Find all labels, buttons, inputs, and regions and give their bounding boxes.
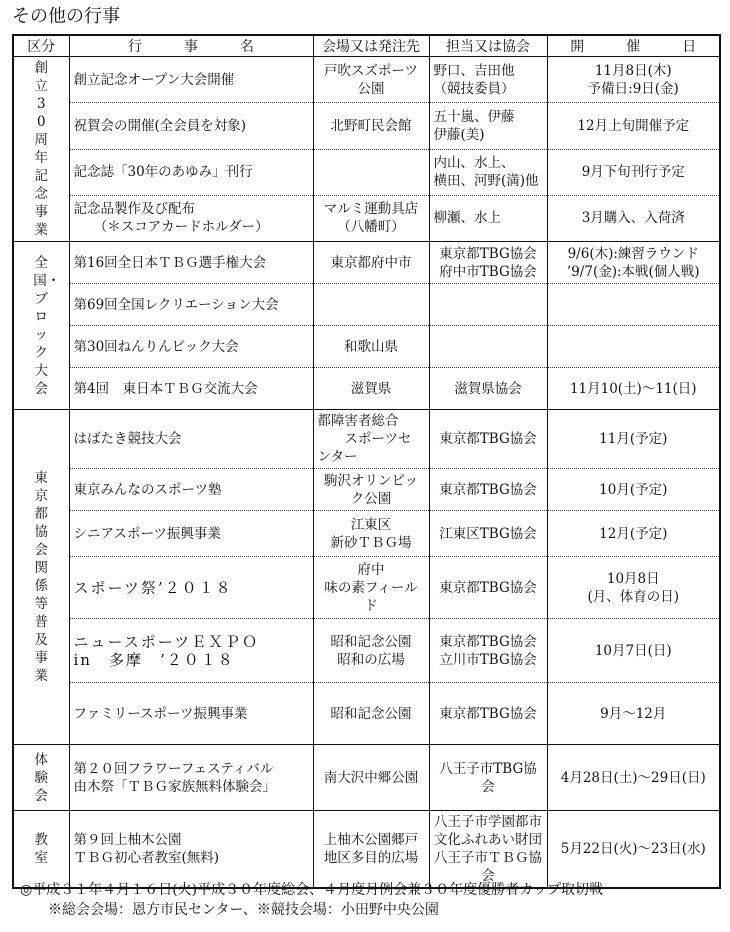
table-row	[13, 368, 720, 410]
organizer: 東京都TBG協会	[429, 557, 547, 619]
category-cell: 東京都協会関係等普及事業	[13, 410, 69, 745]
venue: 昭和記念公園	[313, 683, 429, 745]
table-row	[13, 811, 720, 889]
footer-line-1: ◎平成３１年４月１６日(火)平成３０年度総会、４月度月例会兼３０年度優勝者カップ取切戦	[20, 882, 603, 898]
event-name: シニアスポーツ振興事業	[69, 511, 313, 557]
page-title: その他の行事	[12, 6, 120, 27]
organizer: 柳瀬、水上	[429, 195, 547, 241]
event-date: 9月～12月	[547, 683, 720, 745]
event-name: 記念誌「30年のあゆみ」刊行	[69, 149, 313, 195]
organizer: 内山、水上、 横田、河野(満)他	[429, 149, 547, 195]
category-cell: 教室	[13, 811, 69, 889]
organizer	[429, 284, 547, 326]
organizer: 八王子市学園都市 文化ふれあい財団 八王子市ＴＢＧ協会	[429, 811, 547, 889]
organizer: 滋賀県協会	[429, 368, 547, 410]
category-cell: 全国・ブロック大会	[13, 242, 69, 410]
event-date: 12月(予定)	[547, 511, 720, 557]
venue: 滋賀県	[313, 368, 429, 410]
event-name: 第16回全日本ＴＢＧ選手権大会	[69, 242, 313, 284]
table-row	[13, 469, 720, 511]
event-name: スポーツ祭’２０１８	[69, 557, 313, 619]
category-cell: 創立30周年記念事業	[13, 57, 69, 242]
table-row	[13, 149, 720, 195]
venue: 戸吹スズポーツ公園	[313, 57, 429, 103]
events-table	[12, 34, 721, 889]
venue: 昭和記念公園 昭和の広場	[313, 619, 429, 683]
venue: 南大沢中郷公園	[313, 745, 429, 811]
event-name: 第30回ねんりんピック大会	[69, 326, 313, 368]
organizer: 八王子市TBG協会	[429, 745, 547, 811]
header-venue: 会場又は発注先	[313, 35, 429, 57]
organizer	[429, 326, 547, 368]
event-date: 10月(予定)	[547, 469, 720, 511]
event-date: 9月下旬刊行予定	[547, 149, 720, 195]
event-date: 10月7日(日)	[547, 619, 720, 683]
category-cell: 体験会	[13, 745, 69, 811]
venue	[313, 149, 429, 195]
table-row	[13, 326, 720, 368]
organizer: 東京都TBG協会	[429, 469, 547, 511]
organizer: 東京都TBG協会	[429, 683, 547, 745]
organizer: 東京都TBG協会 立川市TBG協会	[429, 619, 547, 683]
header-date: 開 催 日	[547, 35, 720, 57]
header-row	[13, 35, 720, 57]
organizer: 江東区TBG協会	[429, 511, 547, 557]
header-organizer: 担当又は協会	[429, 35, 547, 57]
event-date: 4月28日(土)～29日(日)	[547, 745, 720, 811]
event-name: 祝賀会の開催(全会員を対象)	[69, 103, 313, 149]
event-name: 東京みんなのスポーツ塾	[69, 469, 313, 511]
organizer: 東京都TBG協会	[429, 410, 547, 469]
event-date: 3月購入、入荷済	[547, 195, 720, 241]
footer-line-2: ※総会会場：恩方市民センター、※競技会場：小田野中央公園	[20, 902, 439, 918]
event-name: はばたき競技大会	[69, 410, 313, 469]
event-name: 創立記念オープン大会開催	[69, 57, 313, 103]
event-name: 第4回 東日本ＴＢＧ交流大会	[69, 368, 313, 410]
event-name: 第２０回フラワーフェスティバル 由木祭「ＴＢＧ家族無料体験会」	[69, 745, 313, 811]
table-row	[13, 745, 720, 811]
event-name: 第69回全国レクリエーション大会	[69, 284, 313, 326]
venue: 和歌山県	[313, 326, 429, 368]
event-name: ファミリースポーツ振興事業	[69, 683, 313, 745]
table-row	[13, 511, 720, 557]
venue	[313, 284, 429, 326]
event-date: 9/6(木):練習ラウンド ’9/7(金):本戦(個人戦)	[547, 242, 720, 284]
event-name: 第９回上柚木公園 ＴＢＧ初心者教室(無料)	[69, 811, 313, 889]
venue: 北野町民会館	[313, 103, 429, 149]
table-row	[13, 57, 720, 103]
event-date: 12月上旬開催予定	[547, 103, 720, 149]
footer-note	[20, 880, 720, 920]
event-date: 10月8日 (月、体育の日)	[547, 557, 720, 619]
event-date: 11月10(土)～11(日)	[547, 368, 720, 410]
event-name: 記念品製作及び配布 （＊スコアカードホルダー）	[69, 195, 313, 241]
event-date: 5月22日(火)～23日(水)	[547, 811, 720, 889]
venue: 都障害者総合 スポーツセンター	[313, 410, 429, 469]
venue: 上柚木公園郷戸 地区多目的広場	[313, 811, 429, 889]
event-date	[547, 326, 720, 368]
table-row	[13, 410, 720, 469]
event-date	[547, 284, 720, 326]
event-date: 11月8日(木) 予備日:9日(金)	[547, 57, 720, 103]
table-row	[13, 557, 720, 619]
organizer: 野口、吉田他 （競技委員）	[429, 57, 547, 103]
table-row	[13, 284, 720, 326]
header-event: 行 事 名	[69, 35, 313, 57]
event-name: ニュースポーツＥＸＰＯ in 多摩 ’２０１８	[69, 619, 313, 683]
table-row	[13, 195, 720, 241]
table-row	[13, 103, 720, 149]
venue: 江東区 新砂ＴＢＧ場	[313, 511, 429, 557]
event-date: 11月(予定)	[547, 410, 720, 469]
venue: 駒沢オリンピック公園	[313, 469, 429, 511]
table-row	[13, 683, 720, 745]
organizer: 五十嵐、伊藤 伊藤(美)	[429, 103, 547, 149]
table-row	[13, 242, 720, 284]
organizer: 東京都TBG協会 府中市TBG協会	[429, 242, 547, 284]
table-row	[13, 619, 720, 683]
header-category: 区分	[13, 35, 69, 57]
venue: 府中 味の素フィール ド	[313, 557, 429, 619]
venue: 東京都府中市	[313, 242, 429, 284]
venue: マルミ運動具店 （八幡町）	[313, 195, 429, 241]
